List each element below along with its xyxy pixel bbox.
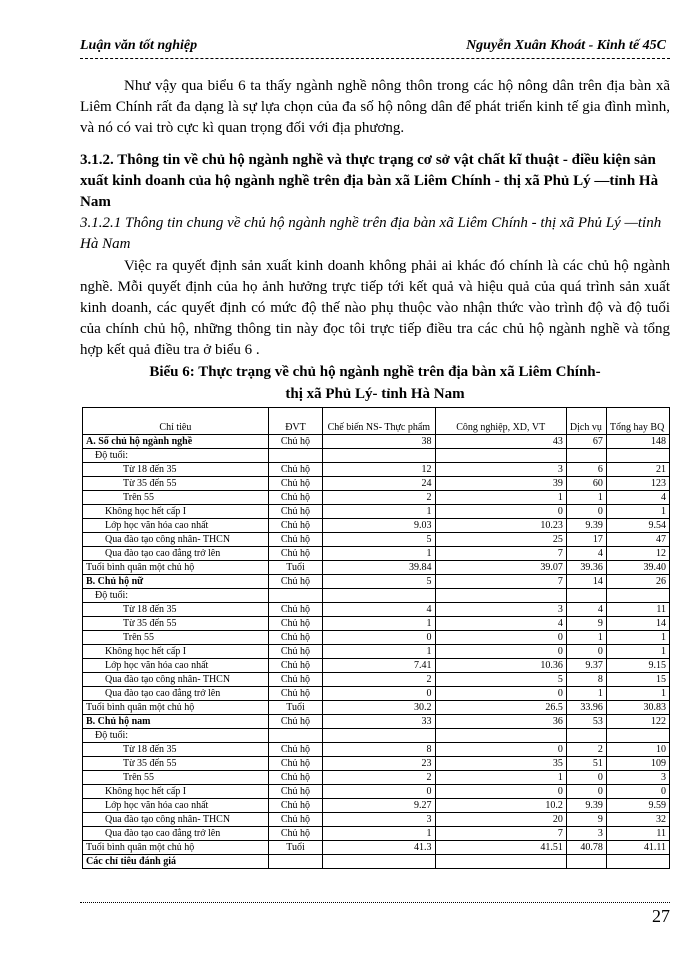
- row-value-service: 4: [566, 603, 606, 617]
- row-value-total: 14: [606, 617, 669, 631]
- row-value-processing: 12: [323, 463, 435, 477]
- row-unit: Chủ hộ: [268, 491, 322, 505]
- table-row: [83, 589, 670, 603]
- row-unit: Chủ hộ: [268, 673, 322, 687]
- row-value-total: 15: [606, 673, 669, 687]
- row-unit: Tuổi: [268, 561, 322, 575]
- row-value-processing: 33: [323, 715, 435, 729]
- row-unit: Chủ hộ: [268, 463, 322, 477]
- header-cell: Chế biến NS- Thực phẩm: [323, 408, 435, 435]
- table-row: [83, 617, 670, 631]
- row-value-processing: 23: [323, 757, 435, 771]
- row-value-total: 4: [606, 491, 669, 505]
- table-title-line2: thị xã Phủ Lý- tỉnh Hà Nam: [285, 386, 465, 402]
- row-value-industry: 10.23: [435, 519, 566, 533]
- row-value-processing: 4: [323, 603, 435, 617]
- row-label: Từ 35 đến 55: [83, 617, 269, 631]
- table-row: [83, 491, 670, 505]
- page-header: [80, 38, 670, 56]
- row-label: Trên 55: [83, 771, 269, 785]
- row-unit: Chủ hộ: [268, 785, 322, 799]
- table-row: [83, 673, 670, 687]
- table-row: [83, 561, 670, 575]
- row-label: Qua đào tạo công nhân- THCN: [83, 533, 269, 547]
- row-unit: Chủ hộ: [268, 575, 322, 589]
- table-row: [83, 449, 670, 463]
- row-value-service: 0: [566, 771, 606, 785]
- row-label: Độ tuổi:: [83, 449, 269, 463]
- table-row: [83, 841, 670, 855]
- row-unit: Chủ hộ: [268, 645, 322, 659]
- row-unit: Chủ hộ: [268, 687, 322, 701]
- row-unit: Chủ hộ: [268, 603, 322, 617]
- table-row: [83, 603, 670, 617]
- row-value-service: 0: [566, 785, 606, 799]
- row-label: Không học hết cấp I: [83, 645, 269, 659]
- row-value-service: 9: [566, 813, 606, 827]
- row-unit: Chủ hộ: [268, 757, 322, 771]
- row-value-service: 1: [566, 687, 606, 701]
- table-row: [83, 757, 670, 771]
- row-value-industry: 3: [435, 603, 566, 617]
- row-unit: [268, 855, 322, 869]
- row-unit: Chủ hộ: [268, 547, 322, 561]
- row-value-service: 14: [566, 575, 606, 589]
- row-value-total: [606, 855, 669, 869]
- row-label: Tuổi bình quân một chủ hộ: [83, 561, 269, 575]
- row-value-industry: 0: [435, 645, 566, 659]
- table-row: [83, 687, 670, 701]
- row-value-service: 67: [566, 435, 606, 449]
- row-value-total: [606, 449, 669, 463]
- row-label: Tuổi bình quân một chủ hộ: [83, 701, 269, 715]
- row-value-total: 122: [606, 715, 669, 729]
- row-value-service: 0: [566, 505, 606, 519]
- row-value-service: 9.39: [566, 519, 606, 533]
- row-unit: Chủ hộ: [268, 477, 322, 491]
- row-value-total: 123: [606, 477, 669, 491]
- row-value-industry: 7: [435, 575, 566, 589]
- row-value-service: 51: [566, 757, 606, 771]
- row-value-processing: 2: [323, 771, 435, 785]
- table-row: [83, 855, 670, 869]
- table-row: [83, 715, 670, 729]
- row-value-service: 60: [566, 477, 606, 491]
- row-value-processing: 0: [323, 687, 435, 701]
- data-table: [82, 407, 670, 869]
- row-value-industry: 0: [435, 743, 566, 757]
- row-value-industry: 5: [435, 673, 566, 687]
- row-value-industry: 0: [435, 785, 566, 799]
- row-value-total: 1: [606, 687, 669, 701]
- row-value-industry: 1: [435, 491, 566, 505]
- row-value-total: 32: [606, 813, 669, 827]
- row-unit: Chủ hộ: [268, 771, 322, 785]
- row-value-total: 9.59: [606, 799, 669, 813]
- row-value-industry: 1: [435, 771, 566, 785]
- row-label: Lớp học văn hóa cao nhất: [83, 659, 269, 673]
- row-value-industry: 0: [435, 687, 566, 701]
- header-cell: ĐVT: [268, 408, 322, 435]
- row-value-processing: 8: [323, 743, 435, 757]
- row-value-industry: 39.07: [435, 561, 566, 575]
- header-cell: Tổng hay BQ: [606, 408, 669, 435]
- row-unit: [268, 589, 322, 603]
- row-value-total: 109: [606, 757, 669, 771]
- row-label: Các chỉ tiêu đánh giá: [83, 855, 269, 869]
- table-row: [83, 505, 670, 519]
- row-value-processing: 0: [323, 631, 435, 645]
- intro-paragraph: Như vậy qua biểu 6 ta thấy ngành nghề nông thôn trong các hộ nông dân trên địa bàn xã Liêm Chính rất đa dạng là sự lựa chọn của đa số hộ nông dân để phát triển kinh tế gia đình mình, và nó có vai trò cực kì quan trọng đối với địa phương.: [80, 78, 670, 136]
- row-value-industry: [435, 855, 566, 869]
- table-row: [83, 463, 670, 477]
- row-value-service: 6: [566, 463, 606, 477]
- row-label: A. Số chủ hộ ngành nghề: [83, 435, 269, 449]
- row-value-service: 1: [566, 631, 606, 645]
- row-value-industry: [435, 729, 566, 743]
- row-value-industry: 39: [435, 477, 566, 491]
- row-value-total: 10: [606, 743, 669, 757]
- row-value-total: 1: [606, 631, 669, 645]
- row-value-industry: 10.36: [435, 659, 566, 673]
- row-value-industry: 0: [435, 505, 566, 519]
- table-row: [83, 477, 670, 491]
- row-value-processing: 9.27: [323, 799, 435, 813]
- row-value-industry: [435, 589, 566, 603]
- table-header-row: [83, 408, 670, 435]
- header-divider: [80, 58, 670, 59]
- row-label: Độ tuổi:: [83, 589, 269, 603]
- row-unit: Chủ hộ: [268, 617, 322, 631]
- row-value-service: 4: [566, 547, 606, 561]
- row-value-processing: 5: [323, 575, 435, 589]
- row-value-service: 17: [566, 533, 606, 547]
- row-value-industry: 3: [435, 463, 566, 477]
- row-unit: Tuổi: [268, 701, 322, 715]
- row-label: Không học hết cấp I: [83, 785, 269, 799]
- body-paragraph: Việc ra quyết định sản xuất kinh doanh không phải ai khác đó chính là các chủ hộ ngành nghề. Mỗi quyết định của họ ảnh hưởng trực tiếp tới kết quả và hiệu quả của quá trình sản xuất kinh doanh, các quyết định có mức độ thế nào phụ thuộc vào nhận thức vào trình độ và độ tuổi của chính chủ hộ, những thông tin này đọc tôi trực tiếp điều tra các chủ hộ ngành nghề và tổng hợp kết quả điều tra ở biểu 6 .: [80, 258, 670, 358]
- row-value-industry: 10.2: [435, 799, 566, 813]
- row-value-service: 2: [566, 743, 606, 757]
- table-row: [83, 547, 670, 561]
- row-unit: Chủ hộ: [268, 743, 322, 757]
- row-value-total: 0: [606, 785, 669, 799]
- row-value-processing: 1: [323, 645, 435, 659]
- row-value-service: 33.96: [566, 701, 606, 715]
- table-row: [83, 533, 670, 547]
- row-value-industry: 25: [435, 533, 566, 547]
- page-number: 27: [652, 906, 670, 926]
- row-label: Không học hết cấp I: [83, 505, 269, 519]
- row-value-total: 26: [606, 575, 669, 589]
- row-unit: [268, 729, 322, 743]
- row-value-total: 1: [606, 645, 669, 659]
- table-row: [83, 813, 670, 827]
- row-value-processing: 7.41: [323, 659, 435, 673]
- row-value-processing: 0: [323, 785, 435, 799]
- table-title-line1: Biểu 6: Thực trạng về chủ hộ ngành nghề trên địa bàn xã Liêm Chính-: [149, 364, 601, 380]
- row-label: Qua đào tạo công nhân- THCN: [83, 673, 269, 687]
- table-row: [83, 701, 670, 715]
- table-row: [83, 645, 670, 659]
- row-value-total: 41.11: [606, 841, 669, 855]
- header-cell: Dịch vụ: [566, 408, 606, 435]
- row-value-service: 9: [566, 617, 606, 631]
- table-row: [83, 519, 670, 533]
- row-value-total: 39.40: [606, 561, 669, 575]
- row-unit: Chủ hộ: [268, 813, 322, 827]
- row-value-processing: 1: [323, 827, 435, 841]
- row-label: Qua đào tạo cao đẳng trở lên: [83, 547, 269, 561]
- row-value-total: 1: [606, 505, 669, 519]
- row-value-processing: 5: [323, 533, 435, 547]
- row-value-processing: 9.03: [323, 519, 435, 533]
- row-label: Lớp học văn hóa cao nhất: [83, 519, 269, 533]
- row-label: Từ 18 đến 35: [83, 743, 269, 757]
- row-unit: [268, 449, 322, 463]
- row-value-service: 39.36: [566, 561, 606, 575]
- header-cell: Chỉ tiêu: [83, 408, 269, 435]
- row-value-processing: 24: [323, 477, 435, 491]
- row-label: Qua đào tạo cao đẳng trở lên: [83, 827, 269, 841]
- row-unit: Chủ hộ: [268, 659, 322, 673]
- row-value-processing: 38: [323, 435, 435, 449]
- row-value-processing: [323, 729, 435, 743]
- row-value-processing: [323, 589, 435, 603]
- table-row: [83, 659, 670, 673]
- row-value-service: 53: [566, 715, 606, 729]
- row-value-processing: 39.84: [323, 561, 435, 575]
- header-left-title: Luận văn tốt nghiệp: [80, 38, 198, 53]
- row-value-industry: 0: [435, 631, 566, 645]
- row-label: Trên 55: [83, 491, 269, 505]
- row-label: Lớp học văn hóa cao nhất: [83, 799, 269, 813]
- row-value-service: 9.37: [566, 659, 606, 673]
- row-value-industry: 35: [435, 757, 566, 771]
- row-unit: Chủ hộ: [268, 827, 322, 841]
- row-value-industry: 4: [435, 617, 566, 631]
- row-value-processing: 1: [323, 617, 435, 631]
- row-value-industry: 26.5: [435, 701, 566, 715]
- row-value-total: 3: [606, 771, 669, 785]
- row-unit: Chủ hộ: [268, 505, 322, 519]
- row-value-industry: [435, 449, 566, 463]
- row-value-processing: [323, 855, 435, 869]
- header-right-author: Nguyễn Xuân Khoát - Kinh tế 45C: [466, 38, 666, 53]
- row-value-service: 40.78: [566, 841, 606, 855]
- row-value-total: 30.83: [606, 701, 669, 715]
- row-label: Từ 18 đến 35: [83, 603, 269, 617]
- table-row: [83, 785, 670, 799]
- row-unit: Chủ hộ: [268, 631, 322, 645]
- row-value-processing: 2: [323, 491, 435, 505]
- row-value-service: [566, 449, 606, 463]
- row-value-industry: 43: [435, 435, 566, 449]
- table-row: [83, 743, 670, 757]
- row-value-processing: 1: [323, 505, 435, 519]
- row-value-total: [606, 589, 669, 603]
- row-unit: Chủ hộ: [268, 799, 322, 813]
- row-value-total: 11: [606, 827, 669, 841]
- table-row: [83, 435, 670, 449]
- row-value-industry: 20: [435, 813, 566, 827]
- row-label: Qua đào tạo cao đẳng trở lên: [83, 687, 269, 701]
- row-value-service: 9.39: [566, 799, 606, 813]
- row-label: Độ tuổi:: [83, 729, 269, 743]
- row-value-processing: 2: [323, 673, 435, 687]
- table-row: [83, 575, 670, 589]
- row-value-service: [566, 589, 606, 603]
- row-label: Từ 35 đến 55: [83, 757, 269, 771]
- row-value-total: 9.15: [606, 659, 669, 673]
- row-value-service: 8: [566, 673, 606, 687]
- row-value-total: 47: [606, 533, 669, 547]
- row-value-processing: [323, 449, 435, 463]
- row-value-total: [606, 729, 669, 743]
- table-row: [83, 827, 670, 841]
- row-label: Trên 55: [83, 631, 269, 645]
- header-cell: Công nghiệp, XD, VT: [435, 408, 566, 435]
- row-label: Từ 35 đến 55: [83, 477, 269, 491]
- row-value-total: 9.54: [606, 519, 669, 533]
- row-value-industry: 7: [435, 827, 566, 841]
- row-value-total: 21: [606, 463, 669, 477]
- footer-divider: [80, 902, 670, 903]
- row-value-service: 0: [566, 645, 606, 659]
- row-unit: Chủ hộ: [268, 435, 322, 449]
- table-row: [83, 729, 670, 743]
- section-heading: 3.1.2. Thông tin về chủ hộ ngành nghề và thực trạng cơ sở vật chất kĩ thuật - điều kiện sản xuất kinh doanh của hộ ngành nghề trên địa bàn xã Liêm Chính - thị xã Phủ Lý —tỉnh Hà Nam: [80, 152, 659, 210]
- row-value-total: 12: [606, 547, 669, 561]
- row-label: B. Chủ hộ nữ: [83, 575, 269, 589]
- row-value-industry: 41.51: [435, 841, 566, 855]
- table-row: [83, 771, 670, 785]
- row-label: Tuổi bình quân một chủ hộ: [83, 841, 269, 855]
- row-unit: Chủ hộ: [268, 715, 322, 729]
- table-row: [83, 631, 670, 645]
- row-unit: Chủ hộ: [268, 533, 322, 547]
- table-row: [83, 799, 670, 813]
- row-value-processing: 41.3: [323, 841, 435, 855]
- row-label: Qua đào tạo công nhân- THCN: [83, 813, 269, 827]
- row-value-service: 3: [566, 827, 606, 841]
- row-unit: Tuổi: [268, 841, 322, 855]
- row-value-total: 148: [606, 435, 669, 449]
- row-value-industry: 7: [435, 547, 566, 561]
- row-value-total: 11: [606, 603, 669, 617]
- row-label: B. Chủ hộ nam: [83, 715, 269, 729]
- row-value-industry: 36: [435, 715, 566, 729]
- row-unit: Chủ hộ: [268, 519, 322, 533]
- row-value-processing: 3: [323, 813, 435, 827]
- row-value-service: [566, 855, 606, 869]
- row-value-service: [566, 729, 606, 743]
- row-label: Từ 18 đến 35: [83, 463, 269, 477]
- row-value-service: 1: [566, 491, 606, 505]
- row-value-processing: 1: [323, 547, 435, 561]
- subsection-heading: 3.1.2.1 Thông tin chung về chủ hộ ngành nghề trên địa bàn xã Liêm Chính - thị xã Phủ Lý —tỉnh Hà Nam: [80, 215, 662, 252]
- row-value-processing: 30.2: [323, 701, 435, 715]
